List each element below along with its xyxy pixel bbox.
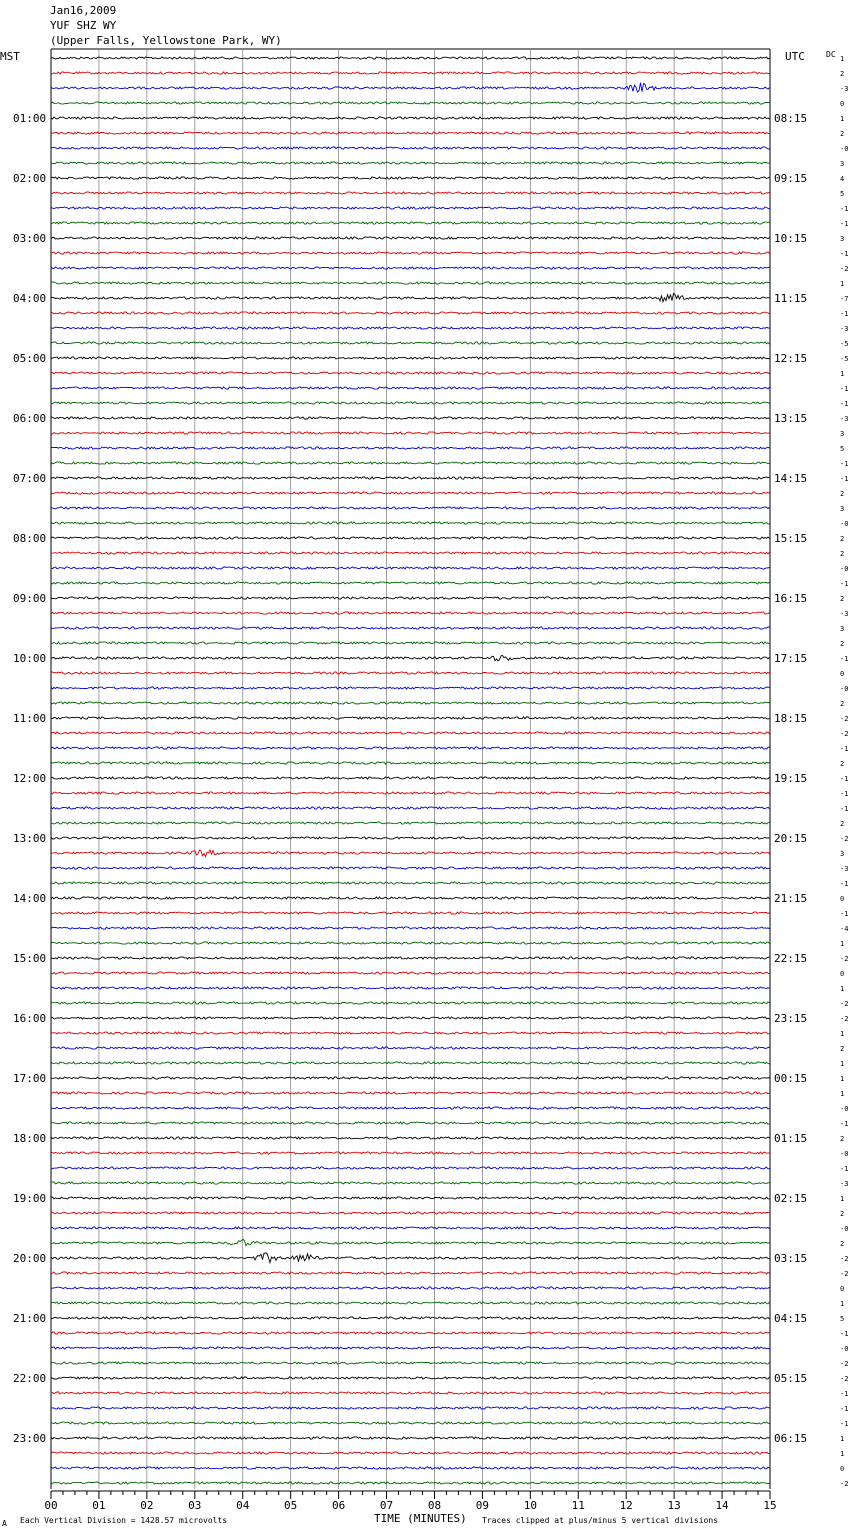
dc-offset-label: -1	[840, 205, 849, 213]
utc-hour-label: 23:15	[774, 1012, 808, 1025]
dc-offset-label: 2	[840, 490, 845, 498]
dc-offset-label: -2	[840, 1255, 849, 1263]
trace-row	[51, 1092, 770, 1094]
mst-hour-label: 20:00	[13, 1252, 47, 1265]
dc-offset-label: -1	[840, 1420, 849, 1428]
utc-hour-label: 02:15	[774, 1192, 808, 1205]
trace-row	[51, 777, 770, 779]
x-tick-label: 01	[92, 1499, 106, 1512]
dc-offset-label: 2	[840, 70, 845, 78]
dc-offset-label: -2	[840, 1375, 849, 1383]
trace-row	[51, 447, 770, 449]
mst-hour-label: 16:00	[13, 1012, 47, 1025]
dc-offset-label: -0	[840, 1105, 849, 1113]
mst-hour-label: 01:00	[13, 112, 47, 125]
dc-offset-label: -1	[840, 1165, 849, 1173]
trace-row	[51, 1167, 770, 1169]
trace-row	[51, 942, 770, 944]
mst-hour-label: 23:00	[13, 1432, 47, 1445]
dc-offset-label: 2	[840, 760, 845, 768]
dc-offset-label: -1	[840, 1390, 849, 1398]
dc-offset-label: 2	[840, 820, 845, 828]
trace-row	[51, 1032, 770, 1034]
trace-row	[51, 702, 770, 704]
mst-hour-label: 10:00	[13, 652, 47, 665]
dc-offset-label: -1	[840, 1405, 849, 1413]
trace-row	[51, 117, 770, 119]
dc-offset-label: 1	[840, 1195, 845, 1203]
trace-row	[51, 1362, 770, 1364]
utc-hour-label: 06:15	[774, 1432, 808, 1445]
utc-hour-label: 14:15	[774, 472, 808, 485]
dc-offset-label: -2	[840, 1360, 849, 1368]
utc-hour-label: 09:15	[774, 172, 808, 185]
dc-offset-label: -0	[840, 1345, 849, 1353]
trace-row	[51, 1437, 770, 1439]
dc-offset-label: 3	[840, 235, 845, 243]
utc-hour-label: 05:15	[774, 1372, 808, 1385]
trace-row	[51, 222, 770, 224]
trace-row	[51, 312, 770, 314]
trace-row	[51, 850, 770, 857]
dc-offset-label: -1	[840, 655, 849, 663]
x-tick-label: 04	[236, 1499, 250, 1512]
dc-offset-label: 3	[840, 625, 845, 633]
trace-row	[51, 1482, 770, 1484]
dc-offset-label: -0	[840, 520, 849, 528]
utc-hour-label: 04:15	[774, 1312, 808, 1325]
dc-offset-label: -3	[840, 325, 849, 333]
trace-row	[51, 372, 770, 374]
dc-offset-label: -1	[840, 385, 849, 393]
trace-row	[51, 687, 770, 689]
dc-offset-label: 1	[840, 1435, 845, 1443]
x-tick-label: 13	[667, 1499, 681, 1512]
x-tick-label: 02	[140, 1499, 154, 1512]
corner-mark: A	[2, 1519, 7, 1528]
trace-row	[51, 792, 770, 794]
mst-hour-label: 15:00	[13, 952, 47, 965]
x-tick-label: 03	[188, 1499, 202, 1512]
trace-row	[51, 522, 770, 524]
trace-row	[51, 1077, 770, 1079]
mst-hour-label: 12:00	[13, 772, 47, 785]
trace-row	[51, 477, 770, 479]
trace-row	[51, 83, 770, 92]
dc-offset-label: -1	[840, 220, 849, 228]
dc-offset-label: 0	[840, 970, 845, 978]
dc-offset-label: 1	[840, 985, 845, 993]
trace-row	[51, 612, 770, 614]
trace-row	[51, 1152, 770, 1154]
trace-row	[51, 582, 770, 584]
clip-note: Traces clipped at plus/minus 5 vertical divisions	[482, 1516, 719, 1525]
x-axis	[44, 1491, 776, 1512]
utc-hour-label: 10:15	[774, 232, 808, 245]
dc-offset-label: 1	[840, 1090, 845, 1098]
dc-offset-label: -2	[840, 1270, 849, 1278]
dc-offset-label: -2	[840, 1000, 849, 1008]
dc-offset-label: -1	[840, 910, 849, 918]
dc-offset-label: 1	[840, 1450, 845, 1458]
trace-row	[51, 642, 770, 644]
dc-offset-label: 1	[840, 1075, 845, 1083]
trace-row	[51, 177, 770, 179]
dc-offset-label: 0	[840, 1465, 845, 1473]
utc-hour-label: 01:15	[774, 1132, 808, 1145]
dc-offset-label: -4	[840, 925, 849, 933]
mst-hour-label: 03:00	[13, 232, 47, 245]
trace-row	[51, 732, 770, 734]
trace-row	[51, 1317, 770, 1319]
trace-row	[51, 552, 770, 554]
trace-row	[51, 1407, 770, 1409]
location-label: (Upper Falls, Yellowstone Park, WY)	[50, 34, 282, 47]
utc-hour-label: 18:15	[774, 712, 808, 725]
x-tick-label: 11	[571, 1499, 585, 1512]
scale-note: Each Vertical Division = 1428.57 microvolts	[20, 1516, 228, 1525]
dc-offset-label: -1	[840, 775, 849, 783]
dc-label: DC	[826, 50, 836, 59]
utc-hour-label: 15:15	[774, 532, 808, 545]
dc-offset-label: 1	[840, 115, 845, 123]
x-tick-label: 06	[331, 1499, 346, 1512]
left-timezone-label: MST	[0, 50, 20, 63]
dc-offset-label: 2	[840, 1045, 845, 1053]
trace-rows	[51, 57, 770, 1484]
trace-row	[51, 192, 770, 194]
dc-offset-label: 2	[840, 1210, 845, 1218]
dc-offset-label: -1	[840, 745, 849, 753]
trace-row	[51, 293, 770, 301]
trace-row	[51, 147, 770, 149]
dc-offset-label: -0	[840, 1225, 849, 1233]
trace-row	[51, 1377, 770, 1379]
trace-row	[51, 1452, 770, 1454]
trace-row	[51, 417, 770, 419]
mst-hour-label: 18:00	[13, 1132, 47, 1145]
trace-row	[51, 627, 770, 629]
trace-row	[51, 327, 770, 329]
trace-row	[51, 912, 770, 914]
trace-row	[51, 1062, 770, 1064]
mst-hour-label: 19:00	[13, 1192, 47, 1205]
dc-offset-label: -0	[840, 1150, 849, 1158]
dc-offset-label: 3	[840, 505, 845, 513]
x-tick-label: 15	[763, 1499, 777, 1512]
dc-offset-label: -3	[840, 85, 849, 93]
trace-row	[51, 1122, 770, 1124]
trace-row	[51, 1212, 770, 1214]
trace-row	[51, 1227, 770, 1229]
trace-row	[51, 72, 770, 74]
trace-row	[51, 762, 770, 764]
mst-hour-label: 13:00	[13, 832, 47, 845]
dc-offset-label: 3	[840, 430, 845, 438]
dc-offset-label: -1	[840, 805, 849, 813]
station-label: YUF SHZ WY	[50, 19, 117, 32]
dc-offset-label: -1	[840, 400, 849, 408]
dc-offset-label: -1	[840, 580, 849, 588]
dc-offset-label: 0	[840, 1285, 845, 1293]
mst-hour-label: 17:00	[13, 1072, 47, 1085]
trace-row	[51, 432, 770, 434]
dc-offset-label: -1	[840, 250, 849, 258]
dc-offset-label: -5	[840, 355, 849, 363]
dc-offset-label: 0	[840, 100, 845, 108]
trace-row	[51, 1002, 770, 1004]
dc-offset-label: 2	[840, 1240, 845, 1248]
utc-hour-label: 20:15	[774, 832, 808, 845]
trace-row	[51, 1287, 770, 1289]
trace-row	[51, 672, 770, 674]
utc-hour-label: 03:15	[774, 1252, 808, 1265]
dc-offset-label: -2	[840, 1480, 849, 1488]
trace-row	[51, 1239, 770, 1246]
dc-offset-label: -3	[840, 415, 849, 423]
dc-offset-label: 2	[840, 700, 845, 708]
utc-hour-label: 00:15	[774, 1072, 808, 1085]
trace-row	[51, 1017, 770, 1019]
mst-hour-label: 11:00	[13, 712, 47, 725]
utc-hour-label: 11:15	[774, 292, 808, 305]
dc-offset-label: -2	[840, 835, 849, 843]
trace-row	[51, 1253, 770, 1263]
trace-row	[51, 655, 770, 661]
x-tick-label: 09	[475, 1499, 490, 1512]
dc-offset-label: 2	[840, 130, 845, 138]
dc-offset-label: 2	[840, 535, 845, 543]
x-axis-title: TIME (MINUTES)	[374, 1512, 467, 1525]
x-tick-label: 07	[379, 1499, 394, 1512]
mst-hour-label: 09:00	[13, 592, 47, 605]
trace-row	[51, 102, 770, 104]
trace-row	[51, 207, 770, 209]
right-timezone-label: UTC	[785, 50, 805, 63]
mst-hour-label: 06:00	[13, 412, 47, 425]
trace-row	[51, 462, 770, 464]
dc-offset-label: -0	[840, 685, 849, 693]
trace-row	[51, 882, 770, 884]
trace-row	[51, 1302, 770, 1304]
utc-hour-label: 16:15	[774, 592, 808, 605]
trace-row	[51, 57, 770, 59]
trace-row	[51, 1272, 770, 1274]
dc-offset-label: 1	[840, 1030, 845, 1038]
utc-hour-label: 12:15	[774, 352, 808, 365]
mst-hour-label: 07:00	[13, 472, 47, 485]
dc-offset-label: 1	[840, 280, 845, 288]
trace-row	[51, 162, 770, 164]
x-tick-label: 14	[715, 1499, 729, 1512]
trace-row	[51, 1107, 770, 1109]
trace-row	[51, 822, 770, 824]
mst-hour-label: 21:00	[13, 1312, 47, 1325]
mst-hour-label: 14:00	[13, 892, 47, 905]
trace-row	[51, 1182, 770, 1184]
x-tick-label: 12	[619, 1499, 633, 1512]
dc-offset-label: -3	[840, 1180, 849, 1188]
trace-row	[51, 567, 770, 569]
dc-offset-label: -3	[840, 610, 849, 618]
trace-row	[51, 717, 770, 719]
x-tick-label: 10	[523, 1499, 537, 1512]
trace-row	[51, 132, 770, 134]
dc-offset-label: -3	[840, 865, 849, 873]
trace-row	[51, 927, 770, 929]
dc-offset-label: -1	[840, 1330, 849, 1338]
mst-hour-label: 05:00	[13, 352, 47, 365]
trace-row	[51, 492, 770, 494]
x-tick-label: 08	[427, 1499, 442, 1512]
dc-offset-label: 0	[840, 895, 845, 903]
date-label: Jan16,2009	[50, 4, 117, 17]
utc-hour-label: 22:15	[774, 952, 808, 965]
dc-offset-label: -2	[840, 1015, 849, 1023]
mst-hour-label: 08:00	[13, 532, 47, 545]
dc-offset-label: 1	[840, 940, 845, 948]
dc-offset-label: 2	[840, 640, 845, 648]
trace-row	[51, 402, 770, 404]
dc-offset-label: 5	[840, 445, 845, 453]
utc-hour-label: 19:15	[774, 772, 808, 785]
trace-row	[51, 867, 770, 869]
trace-row	[51, 897, 770, 899]
mst-hour-label: 04:00	[13, 292, 47, 305]
dc-offset-label: 2	[840, 1135, 845, 1143]
utc-hour-label: 17:15	[774, 652, 808, 665]
dc-offset-label: 3	[840, 850, 845, 858]
dc-offset-label: -0	[840, 145, 849, 153]
dc-offset-label: 2	[840, 595, 845, 603]
trace-row	[51, 972, 770, 974]
dc-offset-label: 1	[840, 1300, 845, 1308]
trace-row	[51, 1197, 770, 1199]
trace-row	[51, 1047, 770, 1049]
dc-offset-label: 3	[840, 160, 845, 168]
dc-offset-label: -0	[840, 565, 849, 573]
dc-offset-label: -5	[840, 340, 849, 348]
trace-row	[51, 957, 770, 959]
trace-row	[51, 1392, 770, 1394]
x-tick-label: 00	[44, 1499, 58, 1512]
trace-row	[51, 387, 770, 389]
trace-row	[51, 987, 770, 989]
trace-row	[51, 837, 770, 839]
trace-row	[51, 237, 770, 239]
dc-offset-label: -7	[840, 295, 849, 303]
dc-offset-label: 2	[840, 550, 845, 558]
dc-offset-label: -1	[840, 880, 849, 888]
dc-offset-label: -1	[840, 1120, 849, 1128]
dc-offset-label: 4	[840, 175, 845, 183]
trace-row	[51, 357, 770, 359]
trace-row	[51, 1332, 770, 1334]
trace-row	[51, 597, 770, 599]
mst-hour-label: 02:00	[13, 172, 47, 185]
utc-hour-label: 13:15	[774, 412, 808, 425]
trace-row	[51, 267, 770, 269]
trace-row	[51, 252, 770, 254]
dc-offset-label: 0	[840, 670, 845, 678]
dc-offset-label: -2	[840, 265, 849, 273]
utc-hour-label: 08:15	[774, 112, 808, 125]
trace-row	[51, 1422, 770, 1424]
dc-offset-label: -1	[840, 460, 849, 468]
mst-hour-label: 22:00	[13, 1372, 47, 1385]
dc-offset-label: -2	[840, 730, 849, 738]
trace-row	[51, 282, 770, 284]
trace-row	[51, 1467, 770, 1469]
dc-offset-label: 1	[840, 55, 845, 63]
trace-row	[51, 507, 770, 509]
trace-row	[51, 807, 770, 809]
dc-offset-label: 1	[840, 1060, 845, 1068]
dc-offset-label: -2	[840, 955, 849, 963]
x-tick-label: 05	[284, 1499, 298, 1512]
dc-offset-label: -1	[840, 475, 849, 483]
dc-offset-label: 5	[840, 1315, 845, 1323]
utc-hour-label: 21:15	[774, 892, 808, 905]
dc-offset-label: -2	[840, 715, 849, 723]
dc-offset-label: -1	[840, 310, 849, 318]
dc-offset-label: -1	[840, 790, 849, 798]
trace-row	[51, 537, 770, 539]
trace-row	[51, 747, 770, 749]
trace-row	[51, 1137, 770, 1139]
trace-row	[51, 1347, 770, 1349]
dc-offset-label: 1	[840, 370, 845, 378]
dc-offset-label: 5	[840, 190, 845, 198]
trace-row	[51, 342, 770, 344]
